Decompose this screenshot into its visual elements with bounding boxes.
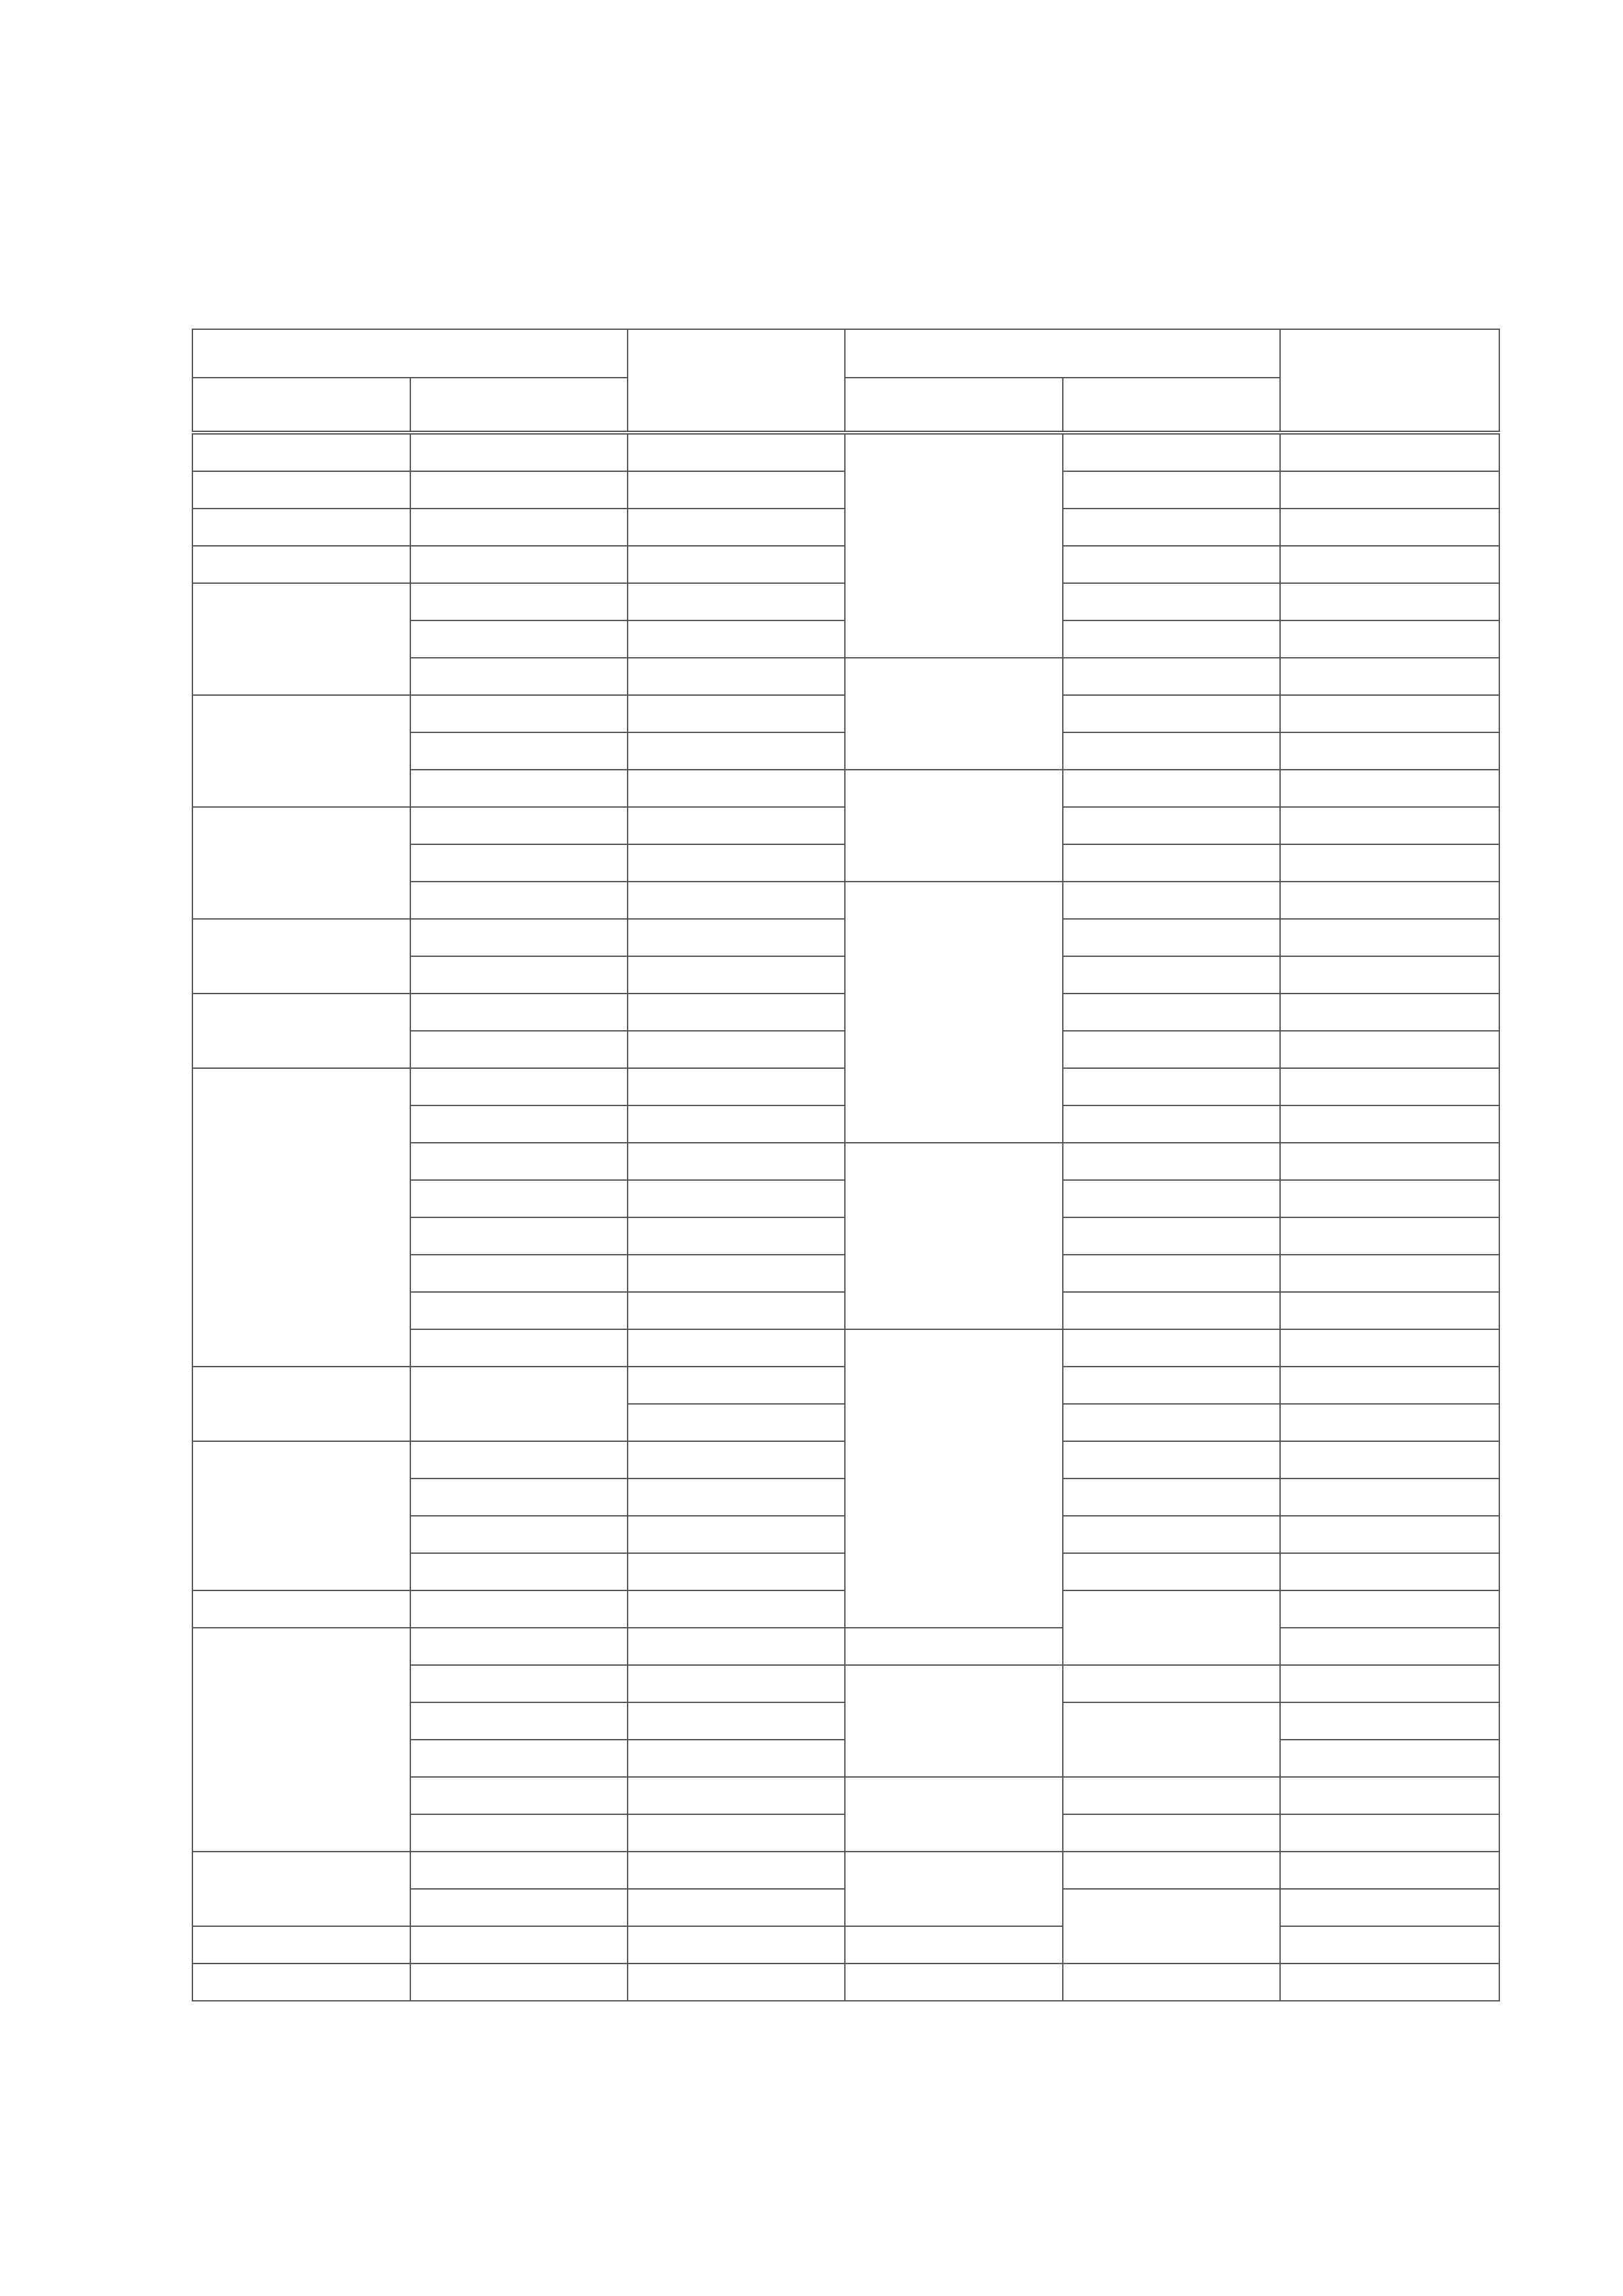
cell-height (410, 1292, 628, 1329)
cell-height (1063, 583, 1280, 620)
cell-coefficient (1280, 695, 1499, 732)
cell-height (410, 919, 628, 956)
cell-height (410, 1516, 628, 1553)
cell-coefficient (1280, 1665, 1499, 1702)
cell-coefficient (628, 844, 845, 882)
cell-height (410, 1180, 628, 1217)
cell-height (1063, 1516, 1280, 1553)
cell-height (410, 1255, 628, 1292)
cell-coefficient (1280, 433, 1499, 471)
cell-height (410, 1479, 628, 1516)
cell-coefficient (628, 1889, 845, 1926)
cell-coefficient (1280, 620, 1499, 658)
cell-height (1063, 1143, 1280, 1180)
cell-coefficient (1280, 1404, 1499, 1441)
cell-coefficient (1280, 1852, 1499, 1889)
cell-coefficient (628, 1702, 845, 1740)
cell-height (1063, 770, 1280, 807)
cell-height (1063, 919, 1280, 956)
cell-coefficient (1280, 1031, 1499, 1068)
cell-coefficient (628, 1590, 845, 1628)
cell-height (410, 1814, 628, 1852)
cell-height (410, 1217, 628, 1255)
cell-diameter (192, 1590, 410, 1628)
cell-diameter (192, 1852, 410, 1926)
cell-coefficient (628, 919, 845, 956)
cell-height (410, 1665, 628, 1702)
cell-height (1063, 695, 1280, 732)
cell-coefficient (628, 1479, 845, 1516)
cell-coefficient (1280, 471, 1499, 509)
cell-height (1063, 956, 1280, 994)
cell-height (1063, 1292, 1280, 1329)
cell-coefficient (628, 1404, 845, 1441)
cell-height (1063, 1255, 1280, 1292)
cell-coefficient (628, 1180, 845, 1217)
cell-height (410, 1105, 628, 1143)
cell-height (1063, 1553, 1280, 1590)
cell-coefficient (628, 1740, 845, 1777)
cell-height (410, 583, 628, 620)
cell-coefficient (1280, 1516, 1499, 1553)
cell-coefficient (628, 1964, 845, 2001)
cell-height (1063, 807, 1280, 844)
cell-height (410, 695, 628, 732)
cell-height (410, 1068, 628, 1105)
cell-coefficient (628, 1516, 845, 1553)
cell-coefficient (1280, 994, 1499, 1031)
table-row (192, 433, 1499, 471)
cell-diameter (845, 1777, 1063, 1852)
cell-coefficient (628, 583, 845, 620)
cell-height (410, 732, 628, 770)
cell-coefficient (628, 732, 845, 770)
cell-coefficient (628, 1553, 845, 1590)
cell-coefficient (628, 1367, 845, 1404)
cell-height (1063, 1329, 1280, 1367)
table-body (192, 433, 1499, 2001)
cell-coefficient (1280, 807, 1499, 844)
header-diameter (845, 378, 1063, 433)
cell-height (410, 1777, 628, 1814)
cell-height (410, 956, 628, 994)
cell-coefficient (1280, 882, 1499, 919)
cell-height (410, 994, 628, 1031)
cell-coefficient (1280, 509, 1499, 546)
cell-coefficient (1280, 1143, 1499, 1180)
table-row (192, 1926, 1499, 1964)
cell-diameter (845, 1926, 1063, 1964)
cell-height (410, 471, 628, 509)
cell-height (410, 844, 628, 882)
cell-height (1063, 1889, 1280, 1964)
cell-coefficient (628, 1217, 845, 1255)
cell-height (410, 1367, 628, 1441)
cell-height (410, 807, 628, 844)
cell-coefficient (628, 1068, 845, 1105)
cell-diameter (192, 994, 410, 1068)
cell-coefficient (1280, 1217, 1499, 1255)
cell-diameter (192, 433, 410, 471)
cell-coefficient (628, 1926, 845, 1964)
cell-height (1063, 1665, 1280, 1702)
cell-coefficient (628, 1852, 845, 1889)
cell-height (410, 1441, 628, 1479)
cell-coefficient (628, 1143, 845, 1180)
header-wheel-dimensions-left (192, 329, 628, 378)
cell-height (1063, 882, 1280, 919)
cell-height (410, 620, 628, 658)
cell-height (410, 433, 628, 471)
cell-height (1063, 620, 1280, 658)
cell-height (1063, 1404, 1280, 1441)
cell-diameter (845, 658, 1063, 770)
cell-coefficient (1280, 1255, 1499, 1292)
cell-diameter (845, 433, 1063, 658)
cell-coefficient (628, 1329, 845, 1367)
cell-height (1063, 1777, 1280, 1814)
cell-coefficient (628, 695, 845, 732)
cell-height (410, 1889, 628, 1926)
cell-height (1063, 1367, 1280, 1404)
cell-height (410, 1590, 628, 1628)
cell-diameter (192, 471, 410, 509)
cell-coefficient (1280, 1628, 1499, 1665)
cell-coefficient (1280, 1926, 1499, 1964)
cell-height (1063, 1590, 1280, 1665)
cell-coefficient (1280, 583, 1499, 620)
cell-diameter (192, 919, 410, 994)
cell-height (410, 509, 628, 546)
cell-height (1063, 1479, 1280, 1516)
table-row (192, 1852, 1499, 1889)
cell-height (410, 770, 628, 807)
cell-height (410, 1143, 628, 1180)
cell-diameter (845, 1964, 1063, 2001)
cell-coefficient (628, 1665, 845, 1702)
cell-coefficient (1280, 1814, 1499, 1852)
cell-diameter (845, 882, 1063, 1143)
cell-height (1063, 1068, 1280, 1105)
cell-height (410, 1031, 628, 1068)
cell-coefficient (628, 807, 845, 844)
cell-coefficient (1280, 1068, 1499, 1105)
cell-coefficient (1280, 1180, 1499, 1217)
cell-coefficient (1280, 844, 1499, 882)
cell-coefficient (1280, 658, 1499, 695)
cell-coefficient (628, 1105, 845, 1143)
cell-height (410, 546, 628, 583)
cell-coefficient (1280, 919, 1499, 956)
cell-coefficient (628, 1628, 845, 1665)
cell-coefficient (628, 1255, 845, 1292)
table-row (192, 1628, 1499, 1665)
cell-coefficient (1280, 1105, 1499, 1143)
cell-diameter (845, 1329, 1063, 1628)
cell-coefficient (1280, 956, 1499, 994)
cell-coefficient (628, 433, 845, 471)
cell-diameter (192, 509, 410, 546)
cell-diameter (845, 770, 1063, 882)
cell-coefficient (1280, 770, 1499, 807)
cell-diameter (192, 807, 410, 919)
cell-diameter (845, 1628, 1063, 1665)
cell-height (410, 1964, 628, 2001)
cell-height (410, 1628, 628, 1665)
cell-coefficient (1280, 1329, 1499, 1367)
header-diameter (192, 378, 410, 433)
cell-coefficient (628, 882, 845, 919)
cell-height (410, 1852, 628, 1889)
cell-height (410, 882, 628, 919)
header-coefficient-right (1280, 329, 1499, 433)
cell-coefficient (628, 956, 845, 994)
cell-height (1063, 509, 1280, 546)
cell-coefficient (628, 770, 845, 807)
table-row (192, 1964, 1499, 2001)
cell-height (1063, 844, 1280, 882)
cell-coefficient (628, 1814, 845, 1852)
cell-height (410, 658, 628, 695)
cell-height (410, 1553, 628, 1590)
cell-coefficient (1280, 732, 1499, 770)
cell-coefficient (1280, 1590, 1499, 1628)
cell-height (1063, 1814, 1280, 1852)
cell-coefficient (1280, 1964, 1499, 2001)
cell-height (1063, 994, 1280, 1031)
cell-height (1063, 1964, 1280, 2001)
cell-height (1063, 732, 1280, 770)
cell-coefficient (628, 1031, 845, 1068)
header-height (410, 378, 628, 433)
cell-coefficient (628, 509, 845, 546)
cell-diameter (845, 1143, 1063, 1329)
cell-height (410, 1926, 628, 1964)
cell-coefficient (1280, 1740, 1499, 1777)
cell-height (1063, 1217, 1280, 1255)
cell-height (410, 1329, 628, 1367)
header-height (1063, 378, 1280, 433)
cell-coefficient (1280, 1889, 1499, 1926)
cell-height (1063, 433, 1280, 471)
cell-height (410, 1702, 628, 1740)
cell-coefficient (1280, 546, 1499, 583)
cell-coefficient (1280, 1777, 1499, 1814)
cell-coefficient (628, 994, 845, 1031)
header-coefficient-left (628, 329, 845, 433)
cell-coefficient (1280, 1553, 1499, 1590)
cell-height (1063, 1852, 1280, 1889)
cell-diameter (192, 1441, 410, 1590)
cell-coefficient (628, 1292, 845, 1329)
cell-diameter (192, 583, 410, 695)
shape-coefficient-table (192, 329, 1500, 2001)
cell-coefficient (1280, 1292, 1499, 1329)
cell-diameter (845, 1852, 1063, 1926)
cell-diameter (192, 1068, 410, 1367)
cell-height (1063, 658, 1280, 695)
cell-height (410, 1740, 628, 1777)
cell-diameter (192, 1926, 410, 1964)
cell-height (1063, 1031, 1280, 1068)
cell-height (1063, 1441, 1280, 1479)
cell-coefficient (628, 658, 845, 695)
cell-coefficient (628, 546, 845, 583)
cell-height (1063, 471, 1280, 509)
cell-diameter (192, 546, 410, 583)
cell-height (1063, 1105, 1280, 1143)
cell-coefficient (628, 471, 845, 509)
cell-diameter (192, 695, 410, 807)
cell-height (1063, 546, 1280, 583)
cell-coefficient (628, 1441, 845, 1479)
cell-coefficient (628, 1777, 845, 1814)
cell-coefficient (1280, 1367, 1499, 1404)
cell-diameter (192, 1628, 410, 1852)
header-wheel-dimensions-right (845, 329, 1280, 378)
cell-diameter (192, 1367, 410, 1441)
cell-coefficient (628, 620, 845, 658)
cell-height (1063, 1702, 1280, 1777)
cell-height (1063, 1180, 1280, 1217)
cell-coefficient (1280, 1441, 1499, 1479)
cell-coefficient (1280, 1702, 1499, 1740)
cell-coefficient (1280, 1479, 1499, 1516)
cell-diameter (845, 1665, 1063, 1777)
cell-diameter (192, 1964, 410, 2001)
